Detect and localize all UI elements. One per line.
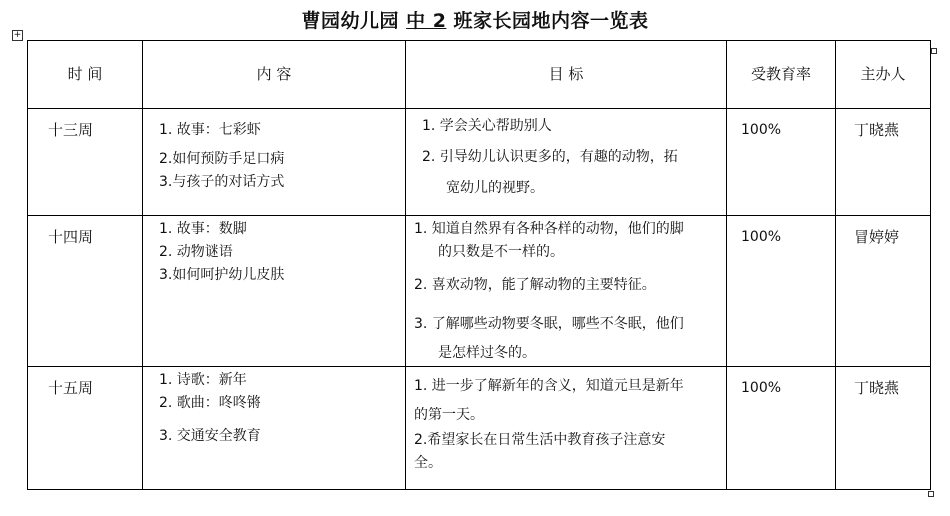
content-item: 1. 诗歌：新年	[159, 372, 247, 388]
goal-item: 是怎样过冬的。	[438, 345, 536, 361]
goal-item: 1. 进一步了解新年的含义，知道元旦是新年	[414, 378, 684, 394]
header-row	[28, 41, 931, 109]
goal-cell	[406, 367, 727, 490]
goal-item: 全。	[414, 455, 442, 471]
goal-cell	[406, 216, 727, 367]
organizer-cell: 丁晓燕	[836, 367, 931, 490]
document-title	[0, 6, 950, 33]
goal-item: 3. 了解哪些动物要冬眠，哪些不冬眠，他们	[414, 316, 684, 332]
content-item: 1. 故事：七彩虾	[159, 122, 261, 138]
header-time: 时 间	[28, 41, 143, 109]
rate-cell: 100%	[727, 367, 836, 490]
goal-cell	[406, 109, 727, 216]
content-item: 2.如何预防手足口病	[159, 151, 285, 167]
content-cell	[143, 367, 406, 490]
content-table	[27, 40, 931, 490]
table-row	[28, 216, 931, 367]
goal-item: 宽幼儿的视野。	[446, 180, 544, 196]
header-content: 内 容	[143, 41, 406, 109]
rate-cell: 100%	[727, 216, 836, 367]
header-rate: 受教育率	[727, 41, 836, 109]
table-row	[28, 367, 931, 490]
table-move-handle-icon[interactable]: +	[13, 30, 22, 40]
content-item: 3.与孩子的对话方式	[159, 174, 285, 190]
header-goal: 目 标	[406, 41, 727, 109]
row-end-marker-icon	[931, 48, 937, 54]
content-cell	[143, 216, 406, 367]
content-item: 3. 交通安全教育	[159, 428, 261, 444]
title-class: 中 2	[406, 10, 447, 32]
content-cell	[143, 109, 406, 216]
goal-item: 2.希望家长在日常生活中教育孩子注意安	[414, 432, 666, 448]
content-item: 1. 故事：数脚	[159, 221, 247, 237]
table-row	[28, 109, 931, 216]
week-cell: 十五周	[28, 367, 143, 490]
title-school: 曹园幼儿园	[301, 10, 399, 32]
week-cell: 十四周	[28, 216, 143, 367]
table-resize-handle-icon[interactable]	[928, 491, 934, 497]
week-cell: 十三周	[28, 109, 143, 216]
goal-item: 的第一天。	[414, 407, 484, 423]
organizer-cell: 冒婷婷	[836, 216, 931, 367]
rate-cell: 100%	[727, 109, 836, 216]
header-organizer: 主办人	[836, 41, 931, 109]
content-item: 3.如何呵护幼儿皮肤	[159, 267, 285, 283]
goal-item: 2. 喜欢动物，能了解动物的主要特征。	[414, 277, 656, 293]
content-item: 2. 歌曲：咚咚锵	[159, 395, 261, 411]
content-item: 2. 动物谜语	[159, 244, 233, 260]
goal-item: 1. 知道自然界有各种各样的动物，他们的脚	[414, 221, 684, 237]
organizer-cell: 丁晓燕	[836, 109, 931, 216]
goal-item: 1. 学会关心帮助别人	[422, 118, 552, 134]
title-rest: 班家长园地内容一览表	[453, 10, 649, 32]
goal-item: 的只数是不一样的。	[438, 244, 564, 260]
goal-item: 2. 引导幼儿认识更多的，有趣的动物，拓	[422, 149, 678, 165]
